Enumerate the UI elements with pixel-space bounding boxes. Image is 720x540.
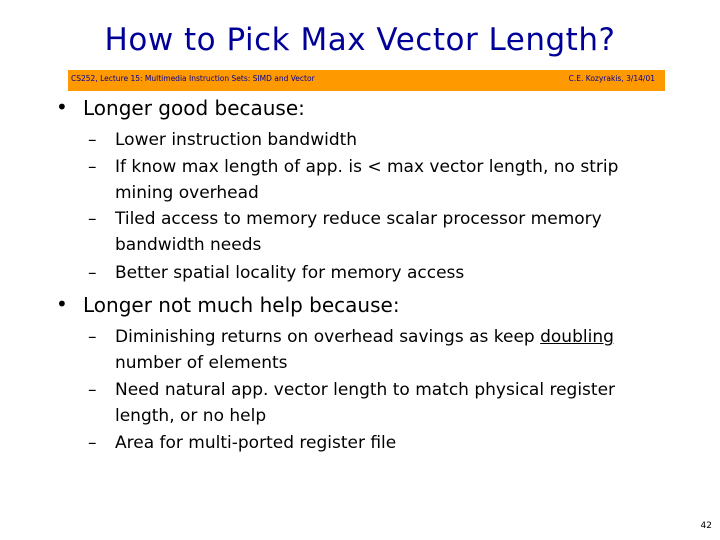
dash-marker: – (88, 327, 97, 347)
dash-marker: – (88, 433, 97, 453)
sub-item (88, 206, 675, 258)
sub-text-after: number of elements (115, 353, 288, 373)
slide-title: How to Pick Max Vector Length? (104, 22, 616, 58)
sub-text: Area for multi-ported register file (115, 433, 397, 453)
course-label: CS252, Lecture 15: Multimedia Instruction Sets: SIMD and Vector (71, 74, 315, 83)
sub-text: Need natural app. vector length to match physical register length, or no help (115, 380, 616, 426)
bullet-item (56, 95, 305, 120)
sub-text-before: Diminishing returns on overhead savings as keep (115, 327, 541, 347)
sub-item (88, 260, 675, 286)
dash-marker: – (88, 263, 97, 283)
bullet-text: Longer good because: (83, 96, 305, 120)
sub-item (88, 430, 675, 456)
dash-marker: – (88, 157, 97, 177)
sub-text-underlined: doubling (540, 327, 614, 347)
bullet-text: Longer not much help because: (83, 293, 400, 317)
sub-item (88, 324, 675, 376)
sub-text: If know max length of app. is < max vector length, no strip mining overhead (115, 157, 619, 203)
sub-item (88, 154, 675, 206)
bullet-marker: • (56, 95, 68, 119)
sub-text: Lower instruction bandwidth (115, 130, 358, 150)
sub-item (88, 377, 675, 429)
dash-marker: – (88, 380, 97, 400)
page-number: 42 (700, 521, 712, 531)
header-bar (68, 70, 665, 91)
author-date-label: C.E. Kozyrakis, 3/14/01 (568, 74, 655, 83)
sub-text: Better spatial locality for memory access (115, 263, 465, 283)
dash-marker: – (88, 130, 97, 150)
sub-text: Tiled access to memory reduce scalar processor memory bandwidth needs (115, 209, 602, 255)
bullet-marker: • (56, 292, 68, 316)
sub-item (88, 127, 675, 153)
dash-marker: – (88, 209, 97, 229)
bullet-item (56, 292, 400, 317)
